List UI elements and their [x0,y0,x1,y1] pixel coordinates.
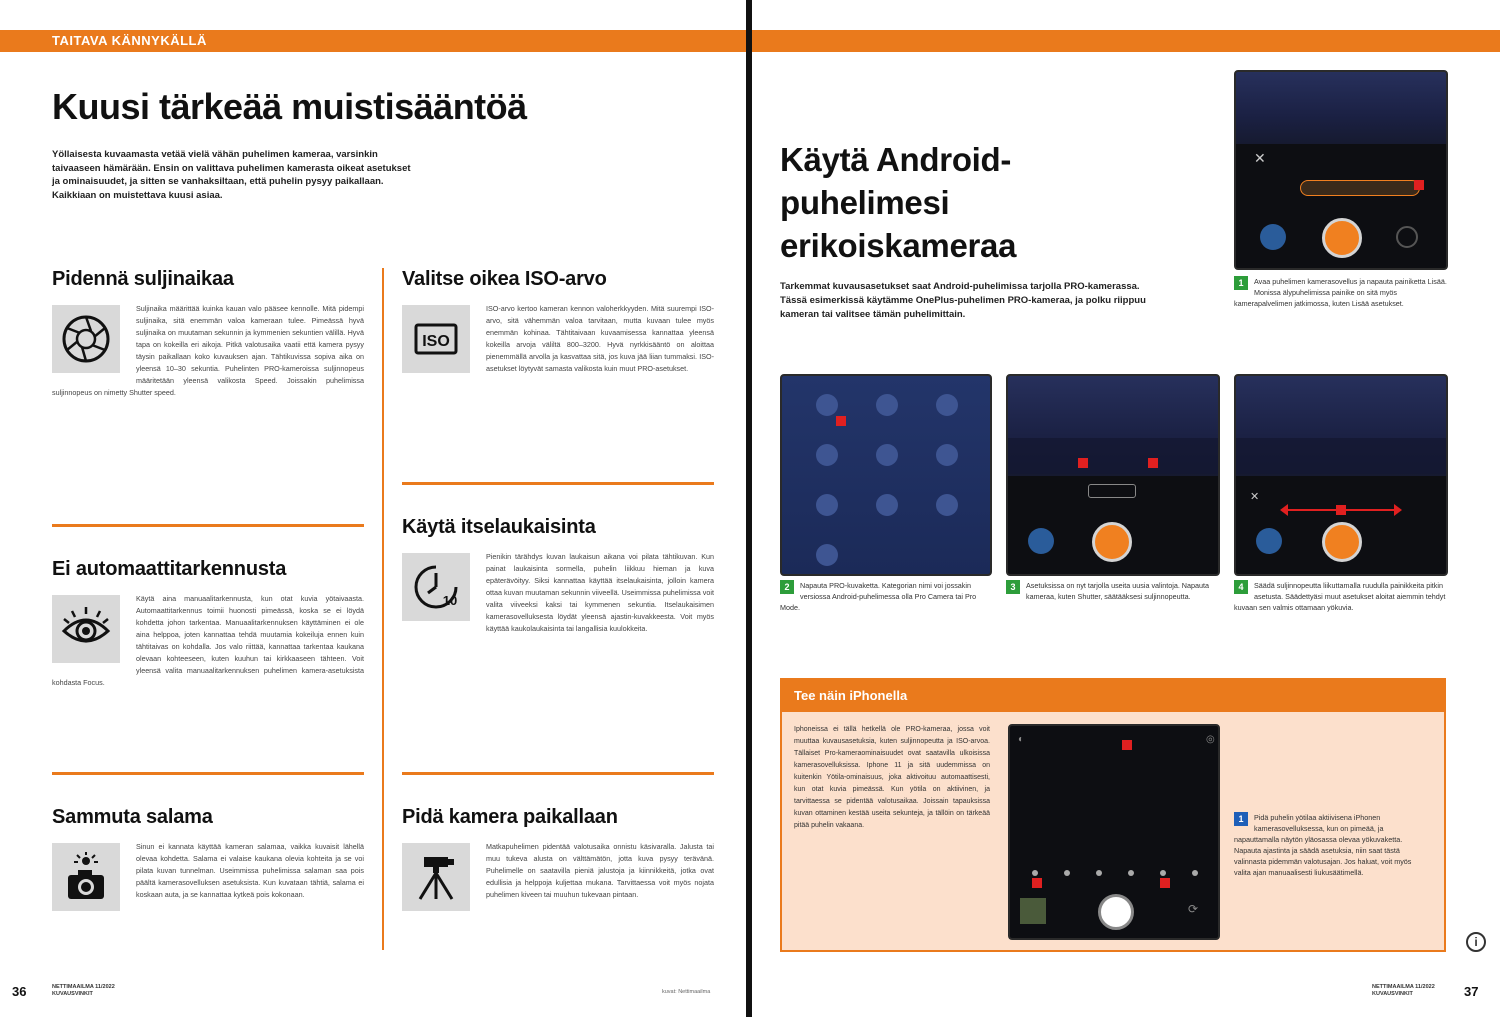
close-icon: ✕ [1250,491,1260,503]
tip-iso [402,268,714,377]
tip-body: Sinun ei kannata käyttää kameran salamaa, vaikka kuvaisit lähellä olevaa kohdetta. Salama ei valaise kaukana olevia kohteita ja se voi pilata kuvan tunnelman. Useimmissa puhelimissa salaman saa pois päältä kamerasovelluksen asetuksista. Kun kuvataan tähtiä, salama ei koskaan auta, ja se kannattaa kytkeä pois kokonaan. [136,842,364,899]
step-number-badge: 1 [1234,812,1248,826]
tip-title: Ei automaattitarkennusta [52,558,287,580]
iphone-step-caption: 1 Pidä puhelin yötilaa aktiivisena iPhonen kamerasovelluksessa, kun on pimeää, ja napauttamalla näytön yläosassa olevaa yökuvaketta. Napauta ajastinta ja säädä asetuksia, niin saat tästä valinnasta pidemmän valotusajan. Jos haluat, voit myös valita ajan manuaalisesti liukusäätimellä. [1234,813,1412,877]
tip-no-autofocus [52,558,364,689]
svg-text:ISO: ISO [422,333,450,350]
screenshot-modes-menu [780,374,992,576]
step-number-badge: 3 [1006,580,1020,594]
step-2-caption: 2 Napauta PRO-kuvaketta. Kategorian nimi voi jossakin versiossa Android-puhelimessa olla Pro Camera tai Pro Mode. [780,581,977,612]
info-icon: i [1466,932,1486,952]
folio-text: NETTIMAAILMA 11/2022 KUVAUSVINKIT [1372,984,1435,997]
flip-camera-icon: ⟳ [1188,902,1199,916]
infobox-text: Iphoneissa ei tällä hetkellä ole PRO-kameraa, jossa voit muuttaa kuvausasetuksia, kuten suljinnopeutta ja ISO-arvoa. Tällaiset Pro-kameraominaisuudet ovat saatavilla ulkoisissa kamerasovelluksissa. Iphone 11 ja sitä uudemmissa on kuitenkin Yötila-ominaisuus, joka aktivoituu automaattisesti, kun otat kuvia pimeässä. Kun yötila on aktiivinen, ja tarvittaessa se pidentää valotusaikaa. Joissain tapauksissa kuvan ottaminen kestää useita sekunteja, ja tällöin on tärkeää pitää puhelin vakaana. [794,726,990,829]
infobox-title: Tee näin iPhonella [794,688,908,703]
android-title: Käytä Android-puhelimesi erikoiskameraa [780,141,1017,264]
step-1-caption: 1 Avaa puhelimen kamerasovellus ja napauta painiketta Lisää. Monissa älypuhelimissa painike on sitä myös kamerapalvelimen jatkimossa, kuten Lisää asetukset. [1234,277,1447,308]
tip-title: Valitse oikea ISO-arvo [402,268,607,290]
tip-body: Käytä aina manuaalitarkennusta, kun otat kuvia yötaivaasta. Automaattitarkennus toimii huonosti pimeässä, koska se ei löydä kohdetta johon tarkentaa. Manuaalitarkennuksen käyttäminen ei ole aina helppoa, joten kannattaa tehdä muutamia kokeiluja ennen kuin tähtitaivas on kohdalla. Jos valo riittää, kannattaa tarkentaa kaukana olevaan kohteeseen, kuten kuuhun tai kirkkaaseen tähteen. Voit yleensä valita manuaalitarkennuksen puhelimen kamera-asetuksista kohdasta Focus. [52,594,364,687]
eye-icon [52,595,120,663]
page-number: 37 [1464,984,1479,999]
step-number-badge: 1 [1234,276,1248,290]
tip-rule [402,772,714,775]
tip-rule [52,772,364,775]
tip-body: Matkapuhelimen pidentää valotusaika onnistu käsivaralla. Jalusta tai muu tukeva alusta on välttämätön, jotta kuva pysyy terävänä. Puhelimelle on saatavilla pieniä jalustoja ja kiinnikkeitä, jotka ovat edullisia ja helppoja kuljettaa mukana. Tarvittaessa voit myös nojata puhelimen kiveen tai muuhun tukevaan pintaan. [486,842,714,899]
tip-title: Sammuta salama [52,806,213,828]
page-number: 36 [12,984,27,999]
page-headline: Kuusi tärkeää muistisääntöä [52,86,527,127]
tip-title: Pidä kamera paikallaan [402,806,618,828]
step-4-caption: 4 Säädä suljinnopeutta liikuttamalla ruudulla painikkeita pitkin asetusta. Säädettyäsi muut asetukset aloitat aiemmin tehdyt kuvaan sen valmis ottamaan yökuvia. [1234,581,1446,612]
shutter-button[interactable] [1098,894,1134,930]
section-label: TAITAVA KÄNNYKÄLLÄ [52,33,207,48]
folio-text: NETTIMAAILMA 11/2022 KUVAUSVINKIT [52,984,115,997]
tip-rule [52,524,364,527]
iso-icon [402,305,470,373]
tip-shutter-speed [52,268,364,399]
timer-icon [402,553,470,621]
screenshot-iphone-camera: ◐ ◎ ⟳ [1008,724,1220,940]
aperture-icon [52,305,120,373]
camera-flash-icon [52,843,120,911]
svg-text:10: 10 [442,593,458,608]
tip-self-timer [402,516,714,635]
step-3-caption: 3 Asetuksissa on nyt tarjolla useita uusia valintoja. Napauta kameraa, kuten Shutter, säätääksesi suljinnopeutta. [1006,580,1220,602]
header-bar [752,30,1500,52]
tip-title: Käytä itselaukaisinta [402,516,596,538]
tip-title: Pidennä suljinaikaa [52,268,234,290]
tip-body: Suljinaika määrittää kuinka kauan valo pääsee kennolle. Mitä pidempi suljinaika, sitä enemmän valoa kameraan tulee. Pimeässä hyvä suljinaika on muutaman sekunnin ja kymmenien sekuntien välillä. Hyvä tapa on kokeilla eri aikoja. Pitkä valotusaika vaatii että kamera pysyy täysin paikallaan koko kuvauksen ajan. Tähtikuvissa sopiva aika on yleensä 10–30 sekuntia. Puhelinten PRO-kameroissa suljinnopeus määritetään yleensä valikosta Speed. Joissakin puhelimissa suljinnopeus on nimetty Shutter speed. [52,304,364,397]
photo-credit: kuvat: Nettimaailma [662,989,711,995]
tip-body: ISO-arvo kertoo kameran kennon valoherkkyyden. Mitä suurempi ISO-arvo, sitä vähemmän valoa tarvitaan, mutta kuvaan tulee myös enemmän kohinaa. Tähtitaivaan kuvaamisessa kannattaa yleensä kokeilla arvoja väliltä 800–3200. Hyvä nyrkkisääntö on aloittaa pienemmällä arvolla ja kasvattaa sitä, jos kuva jää liian tummaksi. ISO-asetukset löytyvät samasta valikosta kuin muut PRO-asetukset. [486,304,714,373]
tip-body: Pienikin tärähdys kuvan laukaisun aikana voi pilata tähtikuvan. Kun painat laukaisinta sormella, puhelin liikkuu hieman ja kuva epäterävöityy. Siksi kannattaa käyttää itselaukaisinta, jolloin kamera ottaa kuvan muutaman sekunnin viiveellä. Useimmissa puhelimissa voit valita viiveeksi kaksi tai kymmenen sekuntia. Itselaukaisimen kamerasovelluksesta löydät yleensä ajastin-kuvakkeesta. Voit myös käyttää kaukolaukaisinta tai langallisia kuulokkeita. [486,552,714,633]
column-divider [382,268,384,950]
tripod-icon [402,843,470,911]
tip-flash-off [52,806,364,915]
screenshot-pro-settings [1006,374,1220,576]
tip-rule [402,482,714,485]
right-page [752,0,1500,1017]
tip-tripod [402,806,714,915]
screenshot-shutter-slider [1234,374,1448,576]
intro-paragraph: Yöllaisesta kuvaamasta vetää vielä vähän puhelimen kameraa, varsinkin taivaaseen hämärään. Ensin on valittava puhelimen kamerasta oikeat asetukset ja ominaisuudet, ja sitten se vanhaksiltaan, että puhelin pysyy paikallaan. Kaikkiaan on muistettava kuusi asiaa. [52,149,411,201]
step-number-badge: 2 [780,580,794,594]
left-page [0,0,746,1017]
iphone-infobox [780,678,1446,952]
close-icon: ✕ [1254,150,1266,166]
infobox-header [782,680,1444,712]
screenshot-camera-more [1234,70,1448,270]
android-intro: Tarkemmat kuvausasetukset saat Android-puhelimissa tarjolla PRO-kamerassa. Tässä esimerkissä käytämme OnePlus-puhelimen PRO-kameraa, ja polku riippuu kameran tai valitsee tämän puhelimittain. [780,281,1146,320]
step-number-badge: 4 [1234,580,1248,594]
